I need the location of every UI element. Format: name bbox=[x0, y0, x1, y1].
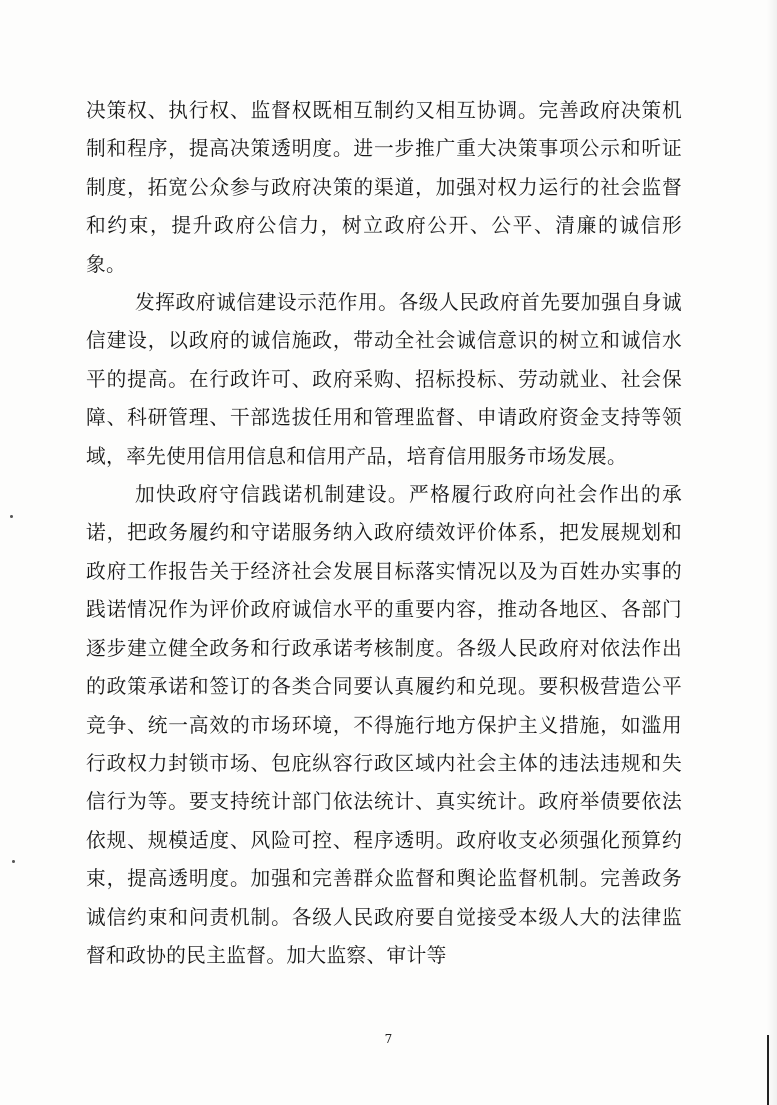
page-number: 7 bbox=[384, 1032, 393, 1046]
document-body bbox=[86, 92, 682, 975]
scan-edge-shadow bbox=[767, 0, 777, 1105]
paragraph-promise-keeping-mechanism: 加快政府守信践诺机制建设。严格履行政府向社会作出的承诺，把政务履约和守诺服务纳入政府绩效评价体系，把发展规划和政府工作报告关于经济社会发展目标落实情况以及为百姓办实事的践诺情况作为评价政府诚信水平的重要内容，推动各地区、各部门逐步建立健全政务和行政承诺考核制度。各级人民政府对依法作出的政策承诺和签订的各类合同要认真履约和兑现。要积极营造公平竞争、统一高效的市场环境，不得施行地方保护主义措施，如滥用行政权力封锁市场、包庇纵容行政区域内社会主体的违法违规和失信行为等。要支持统计部门依法统计、真实统计。政府举债要依法依规、规模适度、风险可控、程序透明。政府收支必须强化预算约束，提高透明度。加强和完善群众监督和舆论监督机制。完善政务诚信约束和问责机制。各级人民政府要自觉接受本级人大的法律监督和政协的民主监督。加大监察、审计等 bbox=[86, 483, 682, 967]
paragraph-government-integrity-demonstration: 发挥政府诚信建设示范作用。各级人民政府首先要加强自身诚信建设，以政府的诚信施政，带动全社会诚信意识的树立和诚信水平的提高。在行政许可、政府采购、招标投标、劳动就业、社会保障、科研管理、干部选拔任用和管理监督、申请政府资金支持等领域，率先使用信用信息和信用产品，培育信用服务市场发展。 bbox=[86, 291, 682, 468]
margin-speck bbox=[10, 515, 13, 518]
paragraph-decision-power: 决策权、执行权、监督权既相互制约又相互协调。完善政府决策机制和程序，提高决策透明度。进一步推广重大决策事项公示和听证制度，拓宽公众参与政府决策的渠道，加强对权力运行的社会监督和约束，提升政府公信力，树立政府公开、公平、清廉的诚信形象。 bbox=[86, 99, 682, 276]
margin-speck bbox=[12, 860, 15, 863]
